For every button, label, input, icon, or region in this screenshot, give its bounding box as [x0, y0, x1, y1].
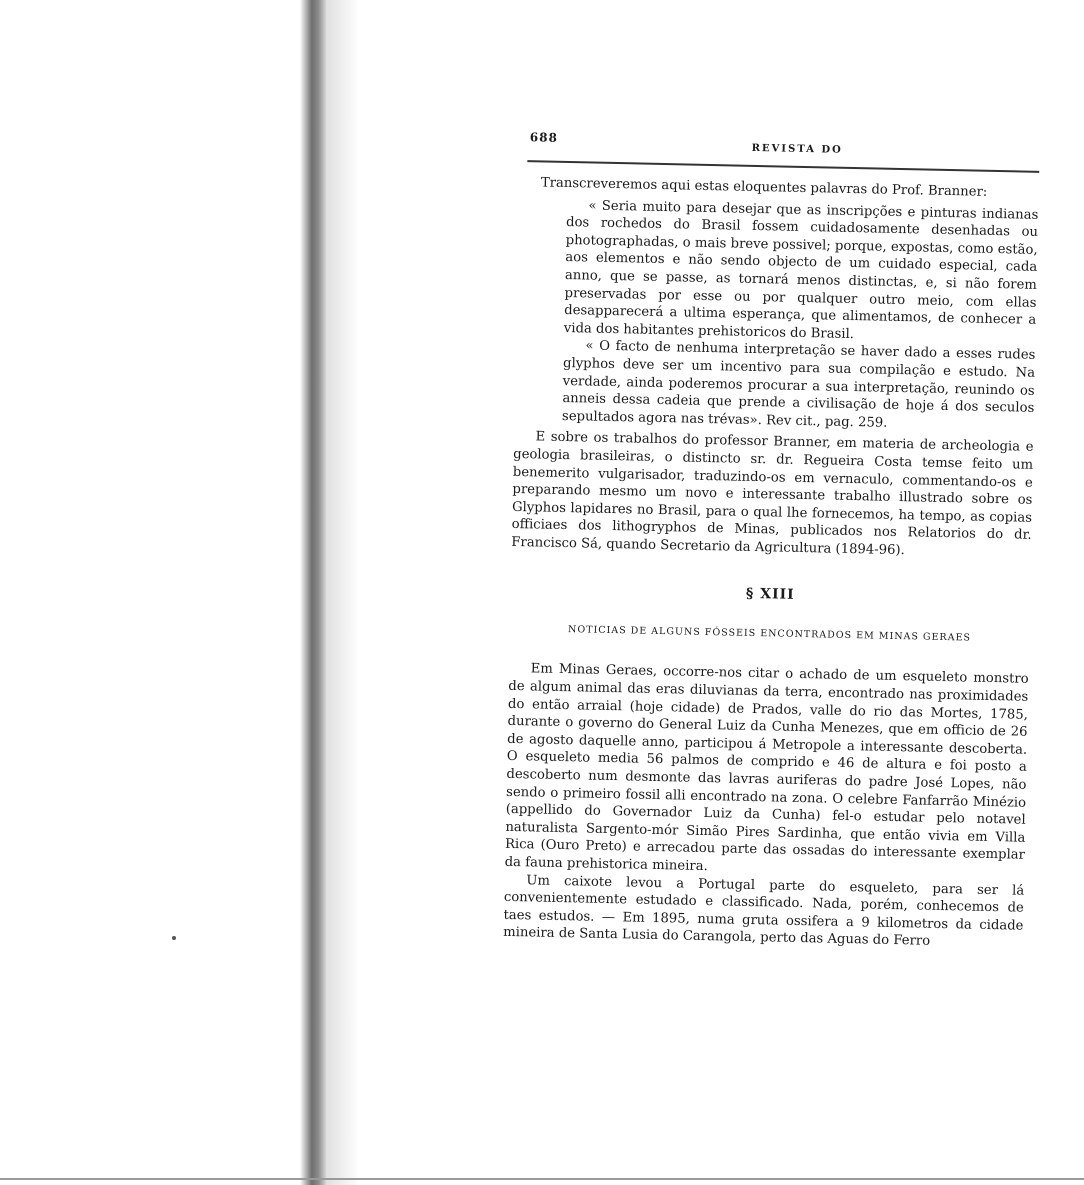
page-header: [519, 130, 1039, 165]
section-title: NOTICIAS DE ALGUNS FÓSSEIS ENCONTRADOS EM MINAS GERAES: [567, 624, 972, 645]
scan-edge-line: [0, 1178, 1084, 1180]
spine-shadow: [326, 0, 360, 1185]
book-spine: [300, 0, 326, 1185]
section-number: § XIII: [745, 586, 795, 604]
paragraph-fossil-portugal: Um caixote levou a Portugal parte do esqueleto, para ser lá convenientemente estudado e classificado. Nada, porém, conhecemos de taes estudos. — Em 1895, numa gruta ossifera a 9 kilometros da cidade mineira de Santa Lusia do Carangola, perto das Aguas do Ferro: [503, 872, 1025, 950]
paragraph-intro: Transcreveremos aqui estas eloquentes palavras do Prof. Branner:: [540, 175, 988, 200]
page-number: 688: [529, 130, 559, 145]
running-title: REVISTA DO: [751, 142, 843, 156]
scan-speck: [172, 936, 176, 940]
book-page: [503, 130, 1040, 953]
paragraph-branner-works: E sobre os trabalhos do professor Branner, em materia de archeologia e geologia brasileiras, o distincto sr. dr. Regueira Costa temse feito um benemerito vulgarisador, traduzindo-os em vernaculo, commentando-os e preparando mesmo um novo e interessante trabalho illustrado sobre os Glyphos lapidares no Brasil, para o qual lhe fornecemos, ha tempo, as copias officiaes dos lithogryphos de Minas, publicados nos Relatorios do dr. Francisco Sá, quando Secretario da Agricultura (1894-96).: [511, 429, 1034, 559]
quote-paragraph-2: « O facto de nenhuma interpretação se haver dado a esses rudes glyphos deve ser um incentivo para sua compilação e estudo. Na verdade, ainda poderemos procurar a sua interpretação, reunindo os anneis dessa cadeia que prende a civilisação de hoje á dos seculos sepultados agora nas trévas». Rev cit., pag. 259.: [561, 338, 1036, 431]
quote-paragraph-1: « Seria muito para desejar que as inscripções e pinturas indianas dos rochedos do Brasil fossem cuidadosamente desenhadas ou photographadas, o mais breve possivel; porque, expostas, como estão, aos elementos e não sendo objecto de um cuidado especial, cada anno, que se passe, as tornará menos distinctas, e, si não forem preservadas por esse ou por qualquer outro meio, com ellas desapparecerá a ultima esperança, que alimentamos, de conhecer a vida dos habitantes prehistoricos do Brasil.: [563, 198, 1039, 342]
paragraph-fossil-prados: Em Minas Geraes, occorre-nos citar o achado de um esqueleto monstro de algum animal das eras diluvianas da terra, encontrado nas proximidades do então arraial (hoje cidade) de Prados, valle do rio das Mortes, 1785, durante o governo do General Luiz da Cunha Menezes, que em officio de 26 de agosto daquelle anno, participou á Metropole a interessante descoberta. O esqueleto media 56 palmos de comprido e 46 de altura e foi posto a descoberto num desmonte das lavras auriferas do padre José Lopes, não sendo o primeiro fossil alli encontrado na zona. O celebre Fanfarrão Minézio (appellido do Governador Luiz da Cunha) fel-o estudar pelo notavel naturalista Sargento-mór Simão Pires Sardinha, que então vivia em Villa Rica (Ouro Preto) e arrecadou parte das ossadas do interessante exemplar da fauna prehistorica mineira.: [504, 661, 1029, 875]
